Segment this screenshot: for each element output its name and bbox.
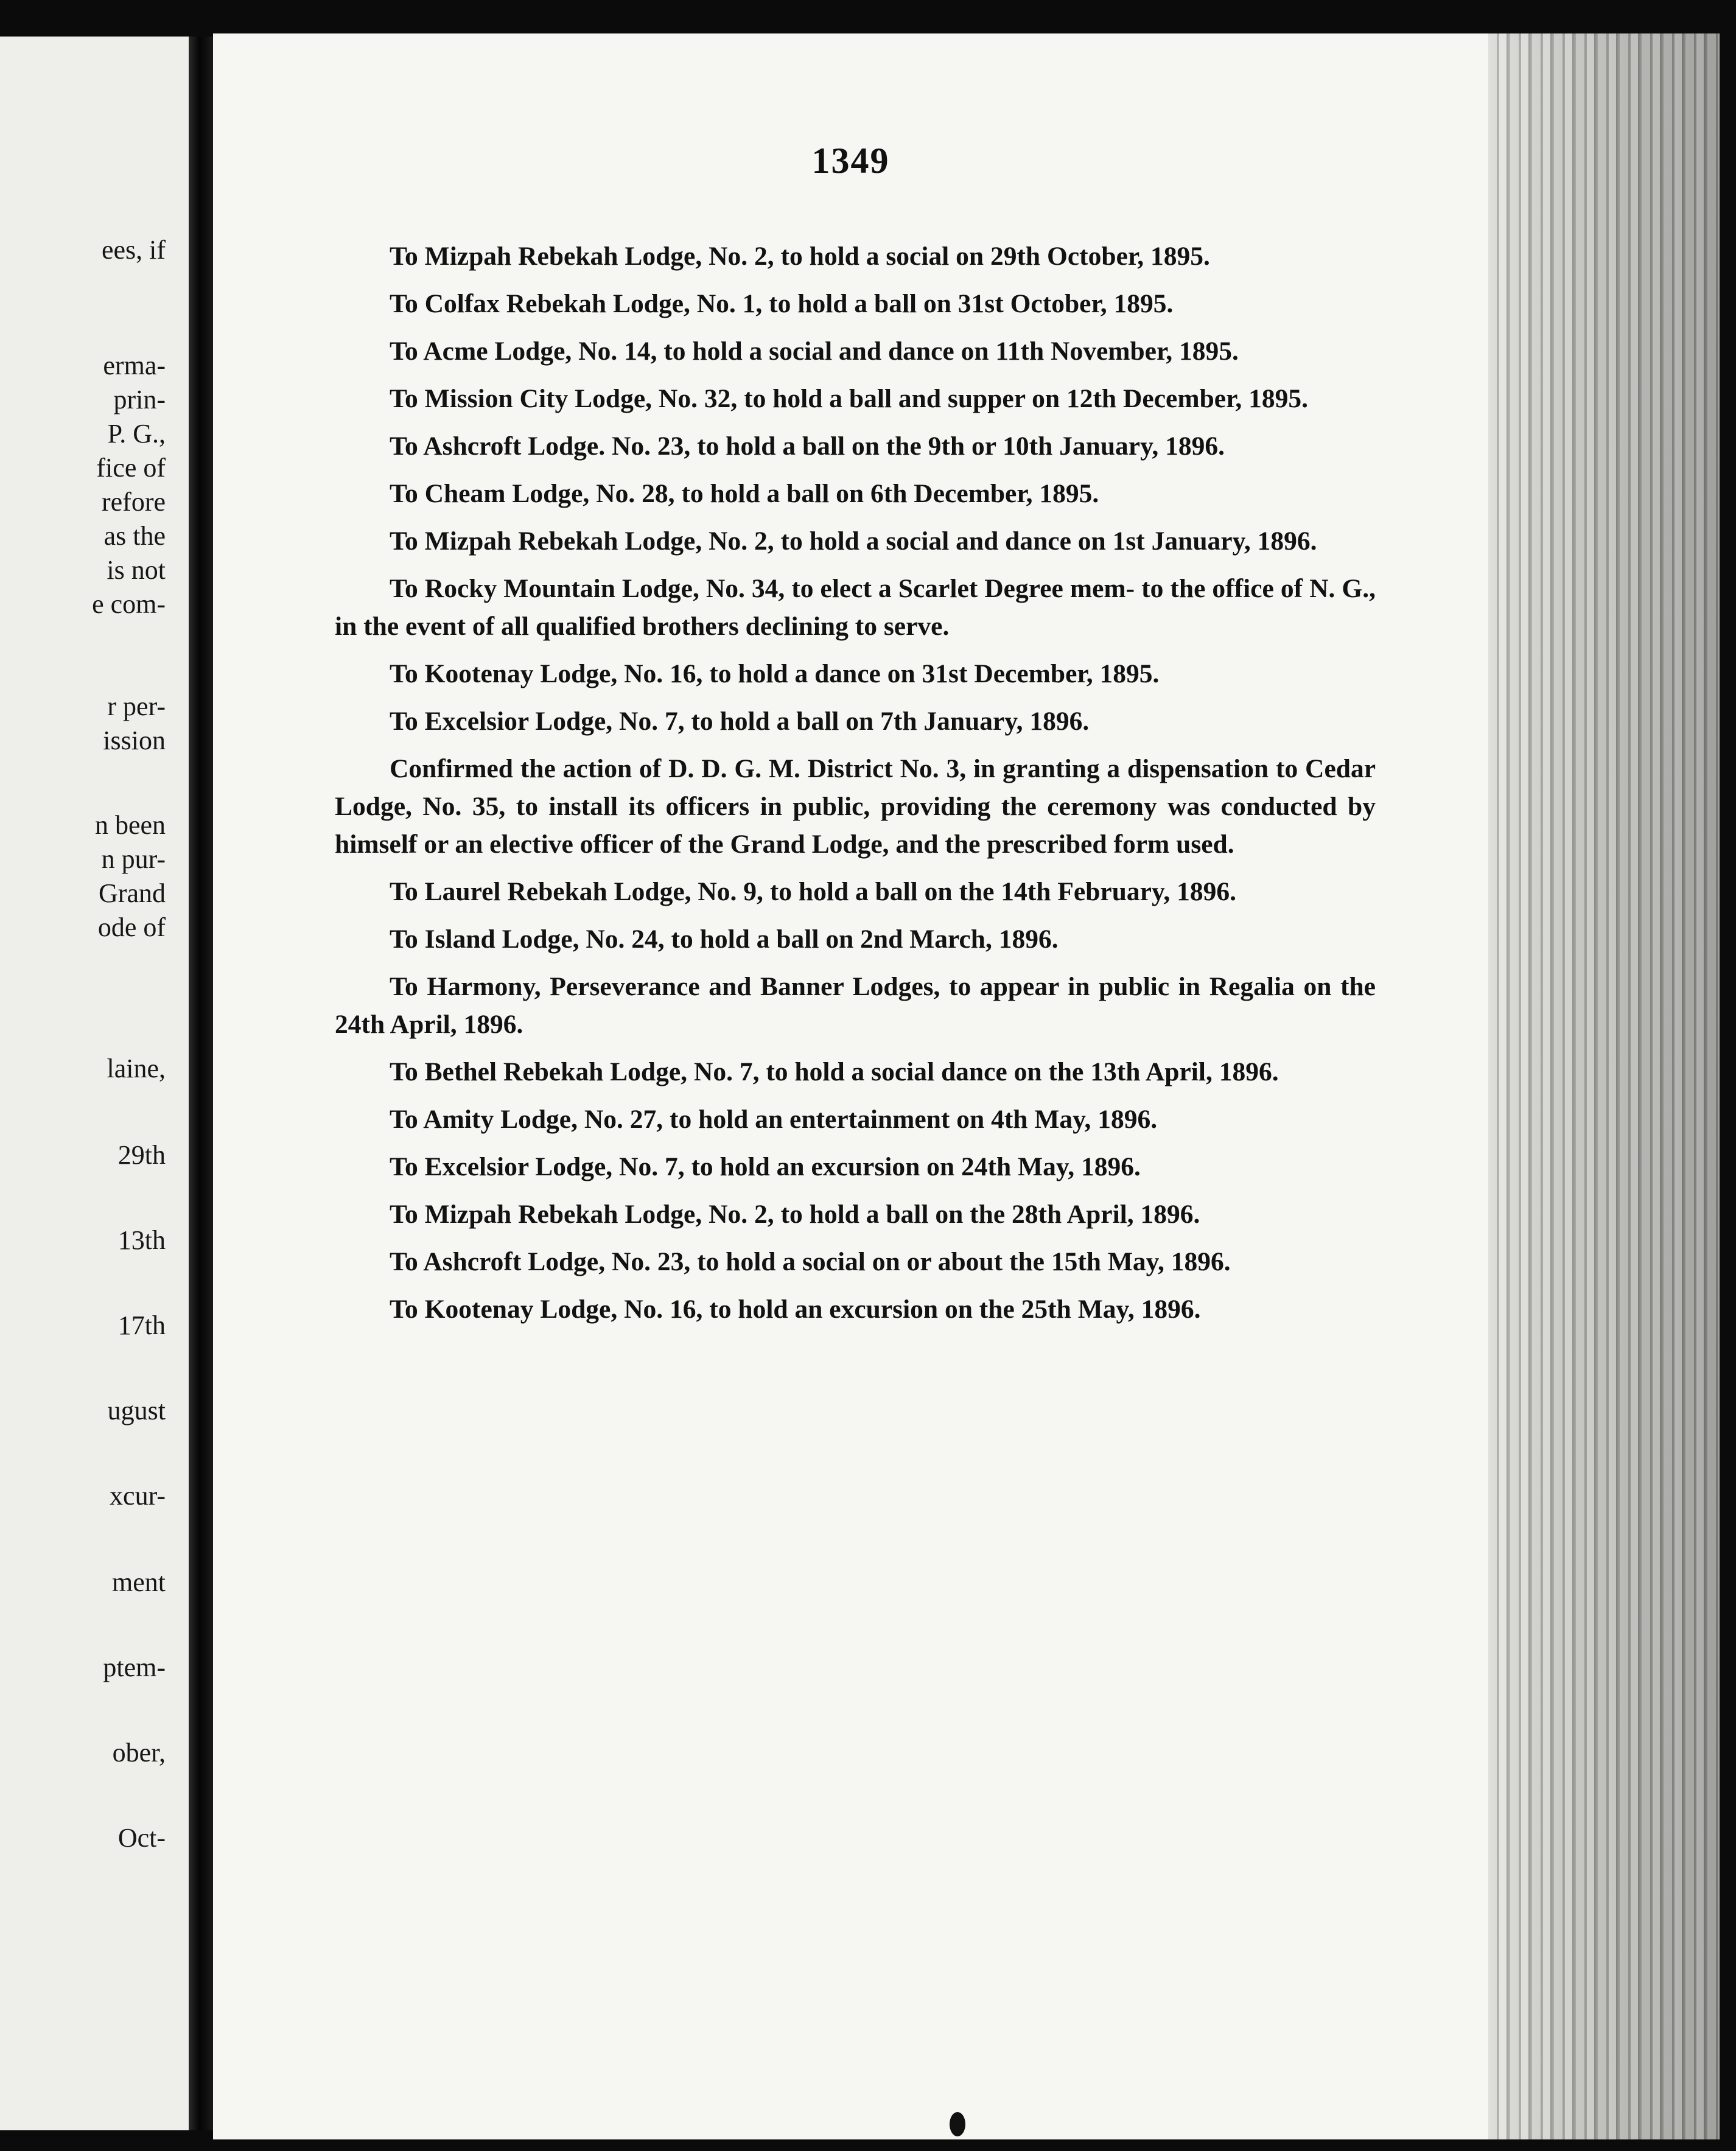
left-fragment: ment bbox=[112, 1567, 166, 1597]
left-fragment: prin- bbox=[113, 385, 166, 414]
left-fragment: laine, bbox=[107, 1054, 166, 1083]
left-fragment: r per- bbox=[107, 691, 166, 721]
list-item: To Excelsior Lodge, No. 7, to hold a ball on 7th January, 1896. bbox=[390, 707, 1090, 736]
list-item: To Ashcroft Lodge, No. 23, to hold a social on or about the 15th May, 1896. bbox=[390, 1247, 1231, 1276]
list-item: To Harmony, Perseverance and Banner Lodges, to appear in public in Regalia on the 24th April, 1896. bbox=[335, 972, 1376, 1039]
list-item: To Bethel Rebekah Lodge, No. 7, to hold a social dance on the 13th April, 1896. bbox=[390, 1057, 1279, 1086]
scan-speck bbox=[950, 2112, 965, 2136]
list-item: To Cheam Lodge, No. 28, to hold a ball on 6th December, 1895. bbox=[390, 479, 1099, 508]
left-fragment: erma- bbox=[103, 351, 166, 380]
left-fragment: n pur- bbox=[101, 844, 166, 874]
list-item: To Colfax Rebekah Lodge, No. 1, to hold a ball on 31st October, 1895. bbox=[390, 289, 1174, 318]
left-fragment: as the bbox=[103, 521, 166, 551]
list-item: Confirmed the action of D. D. G. M. District No. 3, in granting a dispensation to Cedar Lodge, No. 35, to install its officers in public, providing the ceremony was conducted by himself or an elective officer of the Grand Lodge, and the prescribed form used. bbox=[335, 754, 1376, 859]
previous-page-fragment bbox=[0, 37, 189, 2130]
list-item: To Kootenay Lodge, No. 16, to hold an excursion on the 25th May, 1896. bbox=[390, 1295, 1201, 1324]
list-item: To Mizpah Rebekah Lodge, No. 2, to hold a social and dance on 1st January, 1896. bbox=[390, 526, 1317, 556]
list-item: To Excelsior Lodge, No. 7, to hold an excursion on 24th May, 1896. bbox=[390, 1152, 1141, 1181]
left-fragment: 29th bbox=[117, 1140, 166, 1170]
left-fragment: ees, if bbox=[101, 235, 166, 265]
left-fragment: fice of bbox=[96, 453, 166, 483]
list-item: To Rocky Mountain Lodge, No. 34, to elect a Scarlet Degree mem- to the office of N. G., in the event of all qualified brothers declining to serve. bbox=[335, 574, 1376, 641]
left-fragment: ptem- bbox=[103, 1653, 166, 1682]
list-item: To Amity Lodge, No. 27, to hold an entertainment on 4th May, 1896. bbox=[390, 1105, 1158, 1134]
left-fragment: ission bbox=[103, 726, 166, 755]
left-fragment: 17th bbox=[117, 1310, 166, 1340]
left-fragment: e com- bbox=[92, 589, 166, 619]
left-fragment: Oct- bbox=[117, 1823, 166, 1853]
list-item: To Kootenay Lodge, No. 16, to hold a dance on 31st December, 1895. bbox=[390, 659, 1160, 688]
page-number: 1349 bbox=[811, 141, 890, 181]
list-item: To Mission City Lodge, No. 32, to hold a ball and supper on 12th December, 1895. bbox=[390, 384, 1309, 413]
left-fragment: ode of bbox=[97, 912, 166, 942]
left-fragment: 13th bbox=[117, 1225, 166, 1255]
list-item: To Laurel Rebekah Lodge, No. 9, to hold a ball on the 14th February, 1896. bbox=[390, 877, 1236, 906]
list-item: To Acme Lodge, No. 14, to hold a social and dance on 11th November, 1895. bbox=[390, 337, 1239, 366]
list-item: To Mizpah Rebekah Lodge, No. 2, to hold a ball on the 28th April, 1896. bbox=[390, 1200, 1200, 1229]
page-edges-shade bbox=[1488, 33, 1720, 2139]
left-fragment: n been bbox=[94, 810, 166, 840]
page bbox=[213, 33, 1488, 2139]
left-fragment: ober, bbox=[112, 1738, 166, 1768]
list-item: To Ashcroft Lodge. No. 23, to hold a ball on the 9th or 10th January, 1896. bbox=[390, 432, 1225, 461]
left-fragment: P. G., bbox=[107, 419, 166, 449]
dispensation-list bbox=[335, 237, 1376, 1338]
list-item: To Island Lodge, No. 24, to hold a ball on 2nd March, 1896. bbox=[390, 925, 1059, 954]
list-item: To Mizpah Rebekah Lodge, No. 2, to hold a social on 29th October, 1895. bbox=[390, 242, 1210, 271]
book-gutter bbox=[189, 37, 213, 2130]
left-fragment: Grand bbox=[99, 878, 166, 908]
left-fragment: is not bbox=[107, 555, 166, 585]
left-fragment: xcur- bbox=[110, 1481, 166, 1511]
left-fragment: ugust bbox=[107, 1396, 166, 1425]
page-edges-stack bbox=[1488, 33, 1720, 2139]
left-fragment: refore bbox=[101, 487, 166, 517]
